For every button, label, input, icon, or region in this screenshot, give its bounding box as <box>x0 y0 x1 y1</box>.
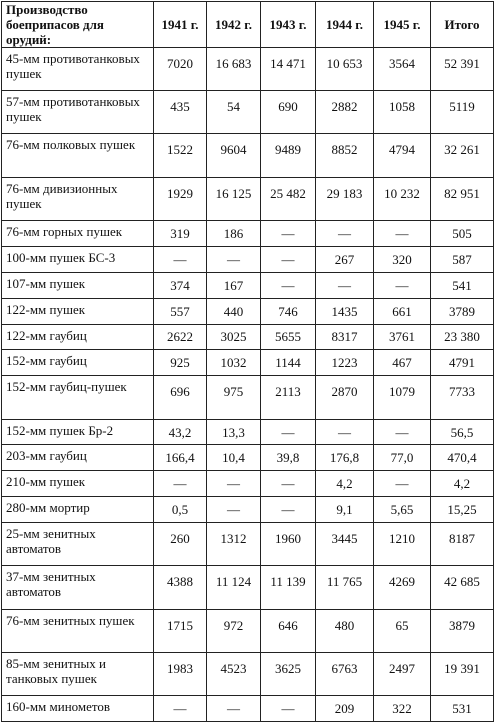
row-label: 57-мм противотанковых пушек <box>2 91 154 134</box>
table-row <box>2 91 494 134</box>
table-cell: 260 <box>154 523 207 566</box>
table-cell: 5119 <box>431 91 494 134</box>
table-cell: — <box>261 696 316 722</box>
table-cell: 972 <box>207 609 261 652</box>
table-cell: — <box>261 497 316 523</box>
table-cell: 3879 <box>431 609 494 652</box>
table-row <box>2 696 494 722</box>
table-cell: — <box>374 220 431 246</box>
table-cell: 10,4 <box>207 445 261 471</box>
table-cell: 1312 <box>207 523 261 566</box>
table-cell: 65 <box>374 609 431 652</box>
table-cell: — <box>316 220 374 246</box>
row-label: 76-мм горных пушек <box>2 220 154 246</box>
table-cell: 3761 <box>374 324 431 350</box>
table-cell: — <box>261 272 316 298</box>
row-label: 107-мм пушек <box>2 272 154 298</box>
table-cell: 646 <box>261 609 316 652</box>
table-cell: — <box>207 497 261 523</box>
table-cell: 8187 <box>431 523 494 566</box>
table-row <box>2 246 494 272</box>
table-cell: 320 <box>374 246 431 272</box>
table-cell: 42 685 <box>431 566 494 609</box>
row-label: 160-мм минометов <box>2 696 154 722</box>
table-cell: 209 <box>316 696 374 722</box>
table-cell: 1435 <box>316 298 374 324</box>
table-cell: 5655 <box>261 324 316 350</box>
table-cell: 176,8 <box>316 445 374 471</box>
row-label: 37-мм зенитных автоматов <box>2 566 154 609</box>
table-cell: 6763 <box>316 652 374 695</box>
table-cell: 1715 <box>154 609 207 652</box>
table-cell: — <box>316 272 374 298</box>
row-label: 122-мм гаубиц <box>2 324 154 350</box>
table-cell: 374 <box>154 272 207 298</box>
table-cell: 0,5 <box>154 497 207 523</box>
header-category: Производство боеприпасов для орудий: <box>2 2 154 48</box>
table-cell: 4523 <box>207 652 261 695</box>
table-cell: 1144 <box>261 350 316 376</box>
table-cell: 2622 <box>154 324 207 350</box>
table-cell: 322 <box>374 696 431 722</box>
table-cell: — <box>207 246 261 272</box>
table-cell: 557 <box>154 298 207 324</box>
table-cell: — <box>207 696 261 722</box>
table-row <box>2 324 494 350</box>
table-cell: 16 125 <box>207 177 261 220</box>
table-cell: — <box>316 419 374 445</box>
table-cell: 541 <box>431 272 494 298</box>
row-label: 280-мм мортир <box>2 497 154 523</box>
table-cell: 661 <box>374 298 431 324</box>
table-body <box>2 48 494 722</box>
table-cell: 480 <box>316 609 374 652</box>
header-1941: 1941 г. <box>154 2 207 48</box>
table-cell: — <box>374 272 431 298</box>
row-label: 45-мм противотанковых пушек <box>2 48 154 91</box>
table-cell: 7020 <box>154 48 207 91</box>
table-cell: 56,5 <box>431 419 494 445</box>
table-cell: 29 183 <box>316 177 374 220</box>
table-cell: 1983 <box>154 652 207 695</box>
table-cell: 15,25 <box>431 497 494 523</box>
table-cell: 13,3 <box>207 419 261 445</box>
table-cell: — <box>154 696 207 722</box>
table-cell: 3625 <box>261 652 316 695</box>
table-cell: 10 653 <box>316 48 374 91</box>
header-row <box>2 2 494 48</box>
table-cell: 435 <box>154 91 207 134</box>
header-1942: 1942 г. <box>207 2 261 48</box>
table-row <box>2 350 494 376</box>
row-label: 100-мм пушек БС-3 <box>2 246 154 272</box>
table-cell: 1058 <box>374 91 431 134</box>
table-row <box>2 272 494 298</box>
table-cell: 52 391 <box>431 48 494 91</box>
row-label: 203-мм гаубиц <box>2 445 154 471</box>
ammunition-production-table <box>1 1 494 722</box>
header-1943: 1943 г. <box>261 2 316 48</box>
row-label: 152-мм гаубиц-пушек <box>2 376 154 419</box>
table-cell: 23 380 <box>431 324 494 350</box>
table-cell: — <box>374 419 431 445</box>
table-cell: 4791 <box>431 350 494 376</box>
table-cell: — <box>207 471 261 497</box>
table-cell: 696 <box>154 376 207 419</box>
row-label: 85-мм зенитных и танковых пушек <box>2 652 154 695</box>
header-total: Итого <box>431 2 494 48</box>
table-cell: 2882 <box>316 91 374 134</box>
table-row <box>2 134 494 177</box>
table-cell: 32 261 <box>431 134 494 177</box>
table-row <box>2 497 494 523</box>
table-cell: 1079 <box>374 376 431 419</box>
table-cell: 1522 <box>154 134 207 177</box>
table-row <box>2 298 494 324</box>
table-cell: 77,0 <box>374 445 431 471</box>
table-row <box>2 652 494 695</box>
table-cell: 975 <box>207 376 261 419</box>
table-cell: 25 482 <box>261 177 316 220</box>
row-label: 76-мм зенитных пушек <box>2 609 154 652</box>
table-cell: 9,1 <box>316 497 374 523</box>
table-row <box>2 471 494 497</box>
table-cell: 14 471 <box>261 48 316 91</box>
table-cell: 8317 <box>316 324 374 350</box>
table-cell: 587 <box>431 246 494 272</box>
table-cell: 3025 <box>207 324 261 350</box>
table-cell: 10 232 <box>374 177 431 220</box>
table-cell: 925 <box>154 350 207 376</box>
table-cell: 54 <box>207 91 261 134</box>
table-cell: 8852 <box>316 134 374 177</box>
table-cell: 1223 <box>316 350 374 376</box>
table-row <box>2 609 494 652</box>
table-cell: — <box>374 471 431 497</box>
table-row <box>2 48 494 91</box>
table-cell: — <box>261 220 316 246</box>
table-cell: 82 951 <box>431 177 494 220</box>
table-cell: 3445 <box>316 523 374 566</box>
table-cell: 440 <box>207 298 261 324</box>
table-cell: 9489 <box>261 134 316 177</box>
table-cell: 531 <box>431 696 494 722</box>
table-cell: 4,2 <box>431 471 494 497</box>
table-cell: 19 391 <box>431 652 494 695</box>
table-cell: 186 <box>207 220 261 246</box>
table-cell: 470,4 <box>431 445 494 471</box>
table-cell: — <box>261 471 316 497</box>
table-cell: — <box>261 419 316 445</box>
table-cell: 4388 <box>154 566 207 609</box>
table-cell: 1032 <box>207 350 261 376</box>
header-1944: 1944 г. <box>316 2 374 48</box>
table-cell: — <box>154 471 207 497</box>
table-row <box>2 523 494 566</box>
table-cell: 167 <box>207 272 261 298</box>
table-cell: 16 683 <box>207 48 261 91</box>
row-label: 25-мм зенитных автоматов <box>2 523 154 566</box>
row-label: 76-мм полковых пушек <box>2 134 154 177</box>
table-cell: — <box>261 246 316 272</box>
table-row <box>2 445 494 471</box>
table-cell: 690 <box>261 91 316 134</box>
table-cell: 267 <box>316 246 374 272</box>
table-row <box>2 419 494 445</box>
table-cell: 2113 <box>261 376 316 419</box>
header-1945: 1945 г. <box>374 2 431 48</box>
row-label: 76-мм дивизионных пушек <box>2 177 154 220</box>
table-cell: 39,8 <box>261 445 316 471</box>
row-label: 122-мм пушек <box>2 298 154 324</box>
table-cell: 43,2 <box>154 419 207 445</box>
table-cell: 11 765 <box>316 566 374 609</box>
table-cell: 11 139 <box>261 566 316 609</box>
table-cell: 505 <box>431 220 494 246</box>
table-cell: 1929 <box>154 177 207 220</box>
table-cell: 3564 <box>374 48 431 91</box>
table-cell: 746 <box>261 298 316 324</box>
table-row <box>2 220 494 246</box>
table-cell: 319 <box>154 220 207 246</box>
row-label: 210-мм пушек <box>2 471 154 497</box>
table-cell: 7733 <box>431 376 494 419</box>
table-cell: 4269 <box>374 566 431 609</box>
table-cell: 2870 <box>316 376 374 419</box>
table-cell: — <box>154 246 207 272</box>
table-cell: 166,4 <box>154 445 207 471</box>
table-cell: 4,2 <box>316 471 374 497</box>
table-cell: 11 124 <box>207 566 261 609</box>
table-cell: 4794 <box>374 134 431 177</box>
row-label: 152-мм пушек Бр-2 <box>2 419 154 445</box>
table-row <box>2 177 494 220</box>
table-row <box>2 376 494 419</box>
table-cell: 1960 <box>261 523 316 566</box>
table-cell: 3789 <box>431 298 494 324</box>
table-row <box>2 566 494 609</box>
row-label: 152-мм гаубиц <box>2 350 154 376</box>
table-cell: 467 <box>374 350 431 376</box>
table-cell: 1210 <box>374 523 431 566</box>
table-cell: 5,65 <box>374 497 431 523</box>
table-cell: 9604 <box>207 134 261 177</box>
table-cell: 2497 <box>374 652 431 695</box>
